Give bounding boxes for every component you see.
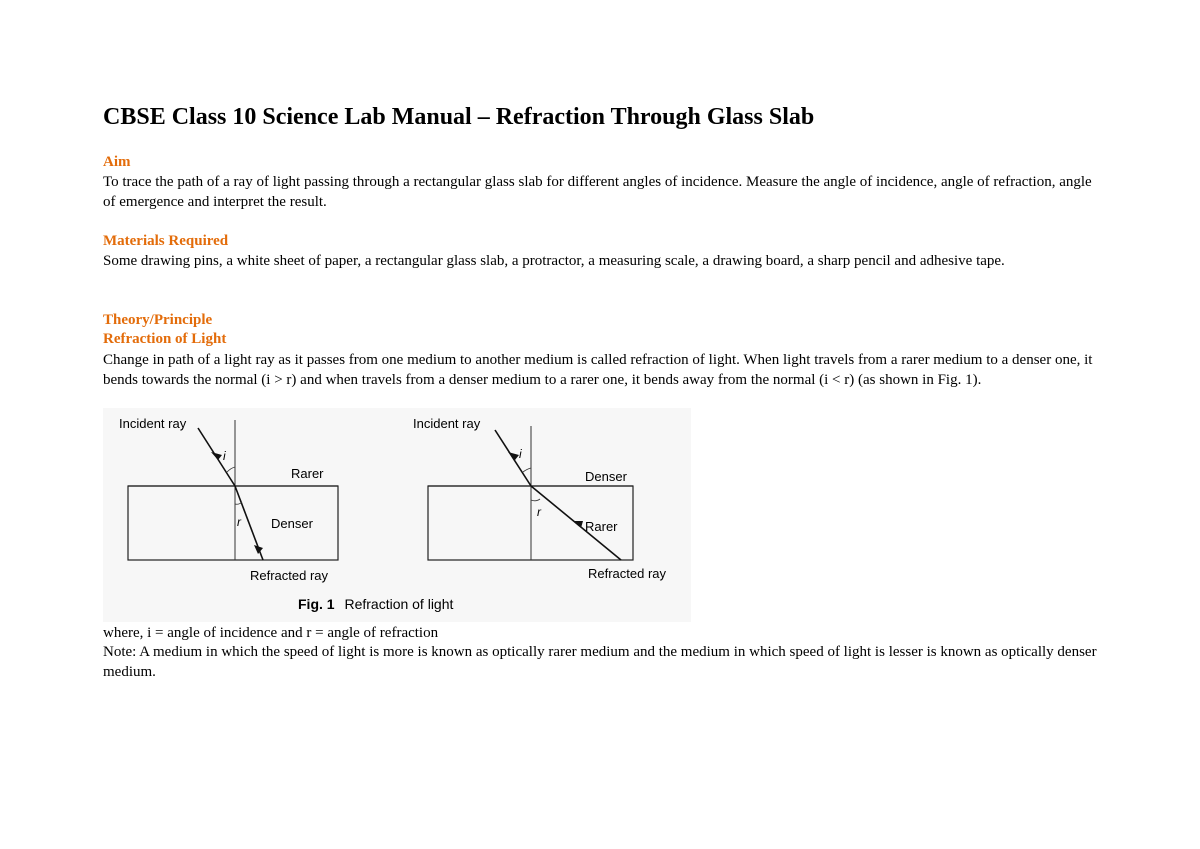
angle-i-label: i: [519, 447, 522, 461]
angle-r-label: r: [237, 515, 241, 529]
document-title: CBSE Class 10 Science Lab Manual – Refraction Through Glass Slab: [103, 104, 815, 130]
figure-number: Fig. 1: [298, 596, 335, 612]
angle-i-label: i: [223, 449, 226, 463]
where-text: where, i = angle of incidence and r = angle of refraction: [103, 625, 439, 641]
figure-caption: [298, 596, 454, 612]
top-medium-label: Rarer: [291, 466, 324, 481]
materials-heading: Materials Required: [103, 233, 229, 249]
bottom-medium-label: Rarer: [585, 519, 618, 534]
bottom-medium-label: Denser: [271, 516, 313, 531]
refracted-ray-label: Refracted ray: [250, 568, 329, 583]
note-text: Note: A medium in which the speed of light is more is known as optically rarer medium and the medium in which speed of light is lesser is known as optically denser medium.: [103, 644, 1097, 680]
incident-ray-label: Incident ray: [413, 416, 481, 431]
refraction-subheading: Refraction of Light: [103, 331, 227, 347]
figure-caption-text: Refraction of light: [344, 596, 454, 612]
incident-ray-label: Incident ray: [119, 416, 187, 431]
aim-text: To trace the path of a ray of light passing through a rectangular glass slab for different angles of incidence. Measure the angle of incidence, angle of refraction, angle of emergence and interpret the result.: [103, 174, 1092, 210]
refraction-figure: [103, 408, 691, 622]
theory-text: Change in path of a light ray as it passes from one medium to another medium is called refraction of light. When light travels from a rarer medium to a denser one, it bends towards the normal (i > r) and when travels from a denser medium to a rarer one, it bends away from the normal (i < r) (as shown in Fig. 1).: [103, 352, 1093, 388]
aim-heading: Aim: [103, 154, 131, 170]
angle-r-label: r: [537, 505, 541, 519]
top-medium-label: Denser: [585, 469, 627, 484]
theory-heading: Theory/Principle: [103, 312, 213, 328]
refracted-ray-label: Refracted ray: [588, 566, 667, 581]
materials-text: Some drawing pins, a white sheet of paper, a rectangular glass slab, a protractor, a measuring scale, a drawing board, a sharp pencil and adhesive tape.: [103, 253, 1005, 269]
